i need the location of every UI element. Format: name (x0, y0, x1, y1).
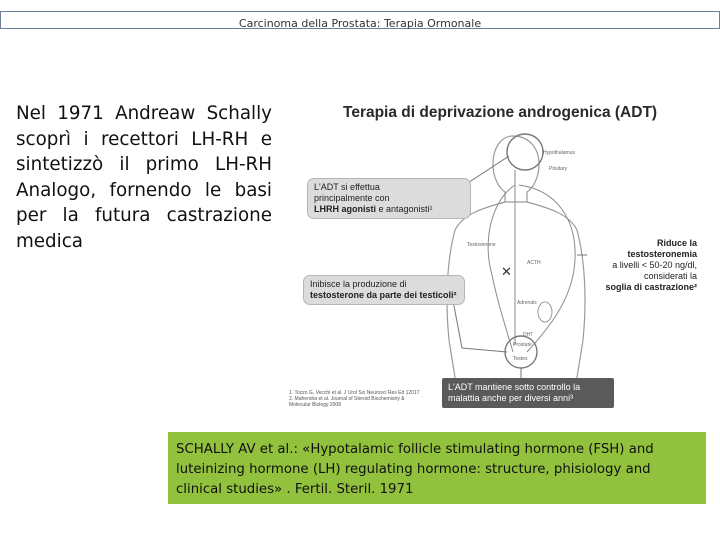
ref-2: 2. Mahendra et al. Journal of Steroid Biochemistry & (289, 396, 405, 402)
testosterone-note (303, 275, 465, 305)
slide-title: Carcinoma della Prostata: Terapia Ormonale (238, 17, 482, 30)
label-prostate: Prostate (513, 342, 532, 348)
inhibition-mark: ✕ (501, 264, 512, 279)
reduce-line2: a livelli < 50-20 ng/dl, (612, 260, 697, 270)
slide-header (0, 11, 720, 29)
dark-line1: L'ADT mantiene sotto controllo la (448, 382, 581, 392)
intro-paragraph: Nel 1971 Andreaw Schally scoprì i recettori LH-RH e sintetizzò il primo LH-RH Analogo, fornendo le basi per la futura castrazione medica (16, 103, 272, 252)
reduce-line4 (587, 282, 697, 293)
reduce-line3: considerati la (643, 271, 697, 281)
label-hypothalamus: Hypothalamus (543, 150, 575, 156)
test-line1: Inibisce la produzione di (310, 279, 407, 289)
label-acth: ACTH (527, 260, 541, 266)
reduce-line1 (587, 238, 697, 260)
label-testosterone: Testosterone (467, 242, 496, 248)
disease-control-note (442, 378, 614, 408)
castration-threshold-note (587, 238, 697, 293)
citation-box: SCHALLY AV et al.: «Hypotalamic follicle stimulating hormone (FSH) and luteinizing hormone (LH) regulating hormone: structure, phisiology and clinical studies» . Fertil. Steril. 1971 (168, 432, 706, 504)
reduce-bold2: soglia di castrazione² (605, 282, 697, 292)
figure-references (289, 390, 434, 408)
label-dht: DHT (523, 332, 534, 338)
adt-line3 (314, 204, 464, 215)
figure-title: Terapia di deprivazione androgenica (ADT) (343, 104, 658, 121)
ref-3: Molecular Biology 2008 (289, 402, 341, 408)
label-pituitary: Pituitary (549, 166, 568, 172)
ref-1: 1. Tozzo G, Vecchi et al. J Urol Sci Neurosci Res Ed 12017 (289, 390, 420, 396)
test-bold: testosterone da parte dei testicoli² (310, 290, 457, 300)
adt-tail: e antagonisti¹ (376, 204, 433, 214)
test-line2 (310, 290, 458, 301)
adt-bold: LHRH agonisti (314, 204, 376, 214)
adt-agents-note (307, 178, 471, 219)
dark-line2: malattia anche per diversi anni³ (448, 393, 574, 403)
reduce-bold1: Riduce la testosteronemia (627, 238, 697, 259)
label-testes: Testes (513, 356, 528, 362)
label-adrenal: Adrenals (517, 300, 537, 306)
adt-line2: principalmente con (314, 193, 390, 203)
adt-line1: L'ADT si effettua (314, 182, 380, 192)
adt-figure (287, 90, 705, 420)
